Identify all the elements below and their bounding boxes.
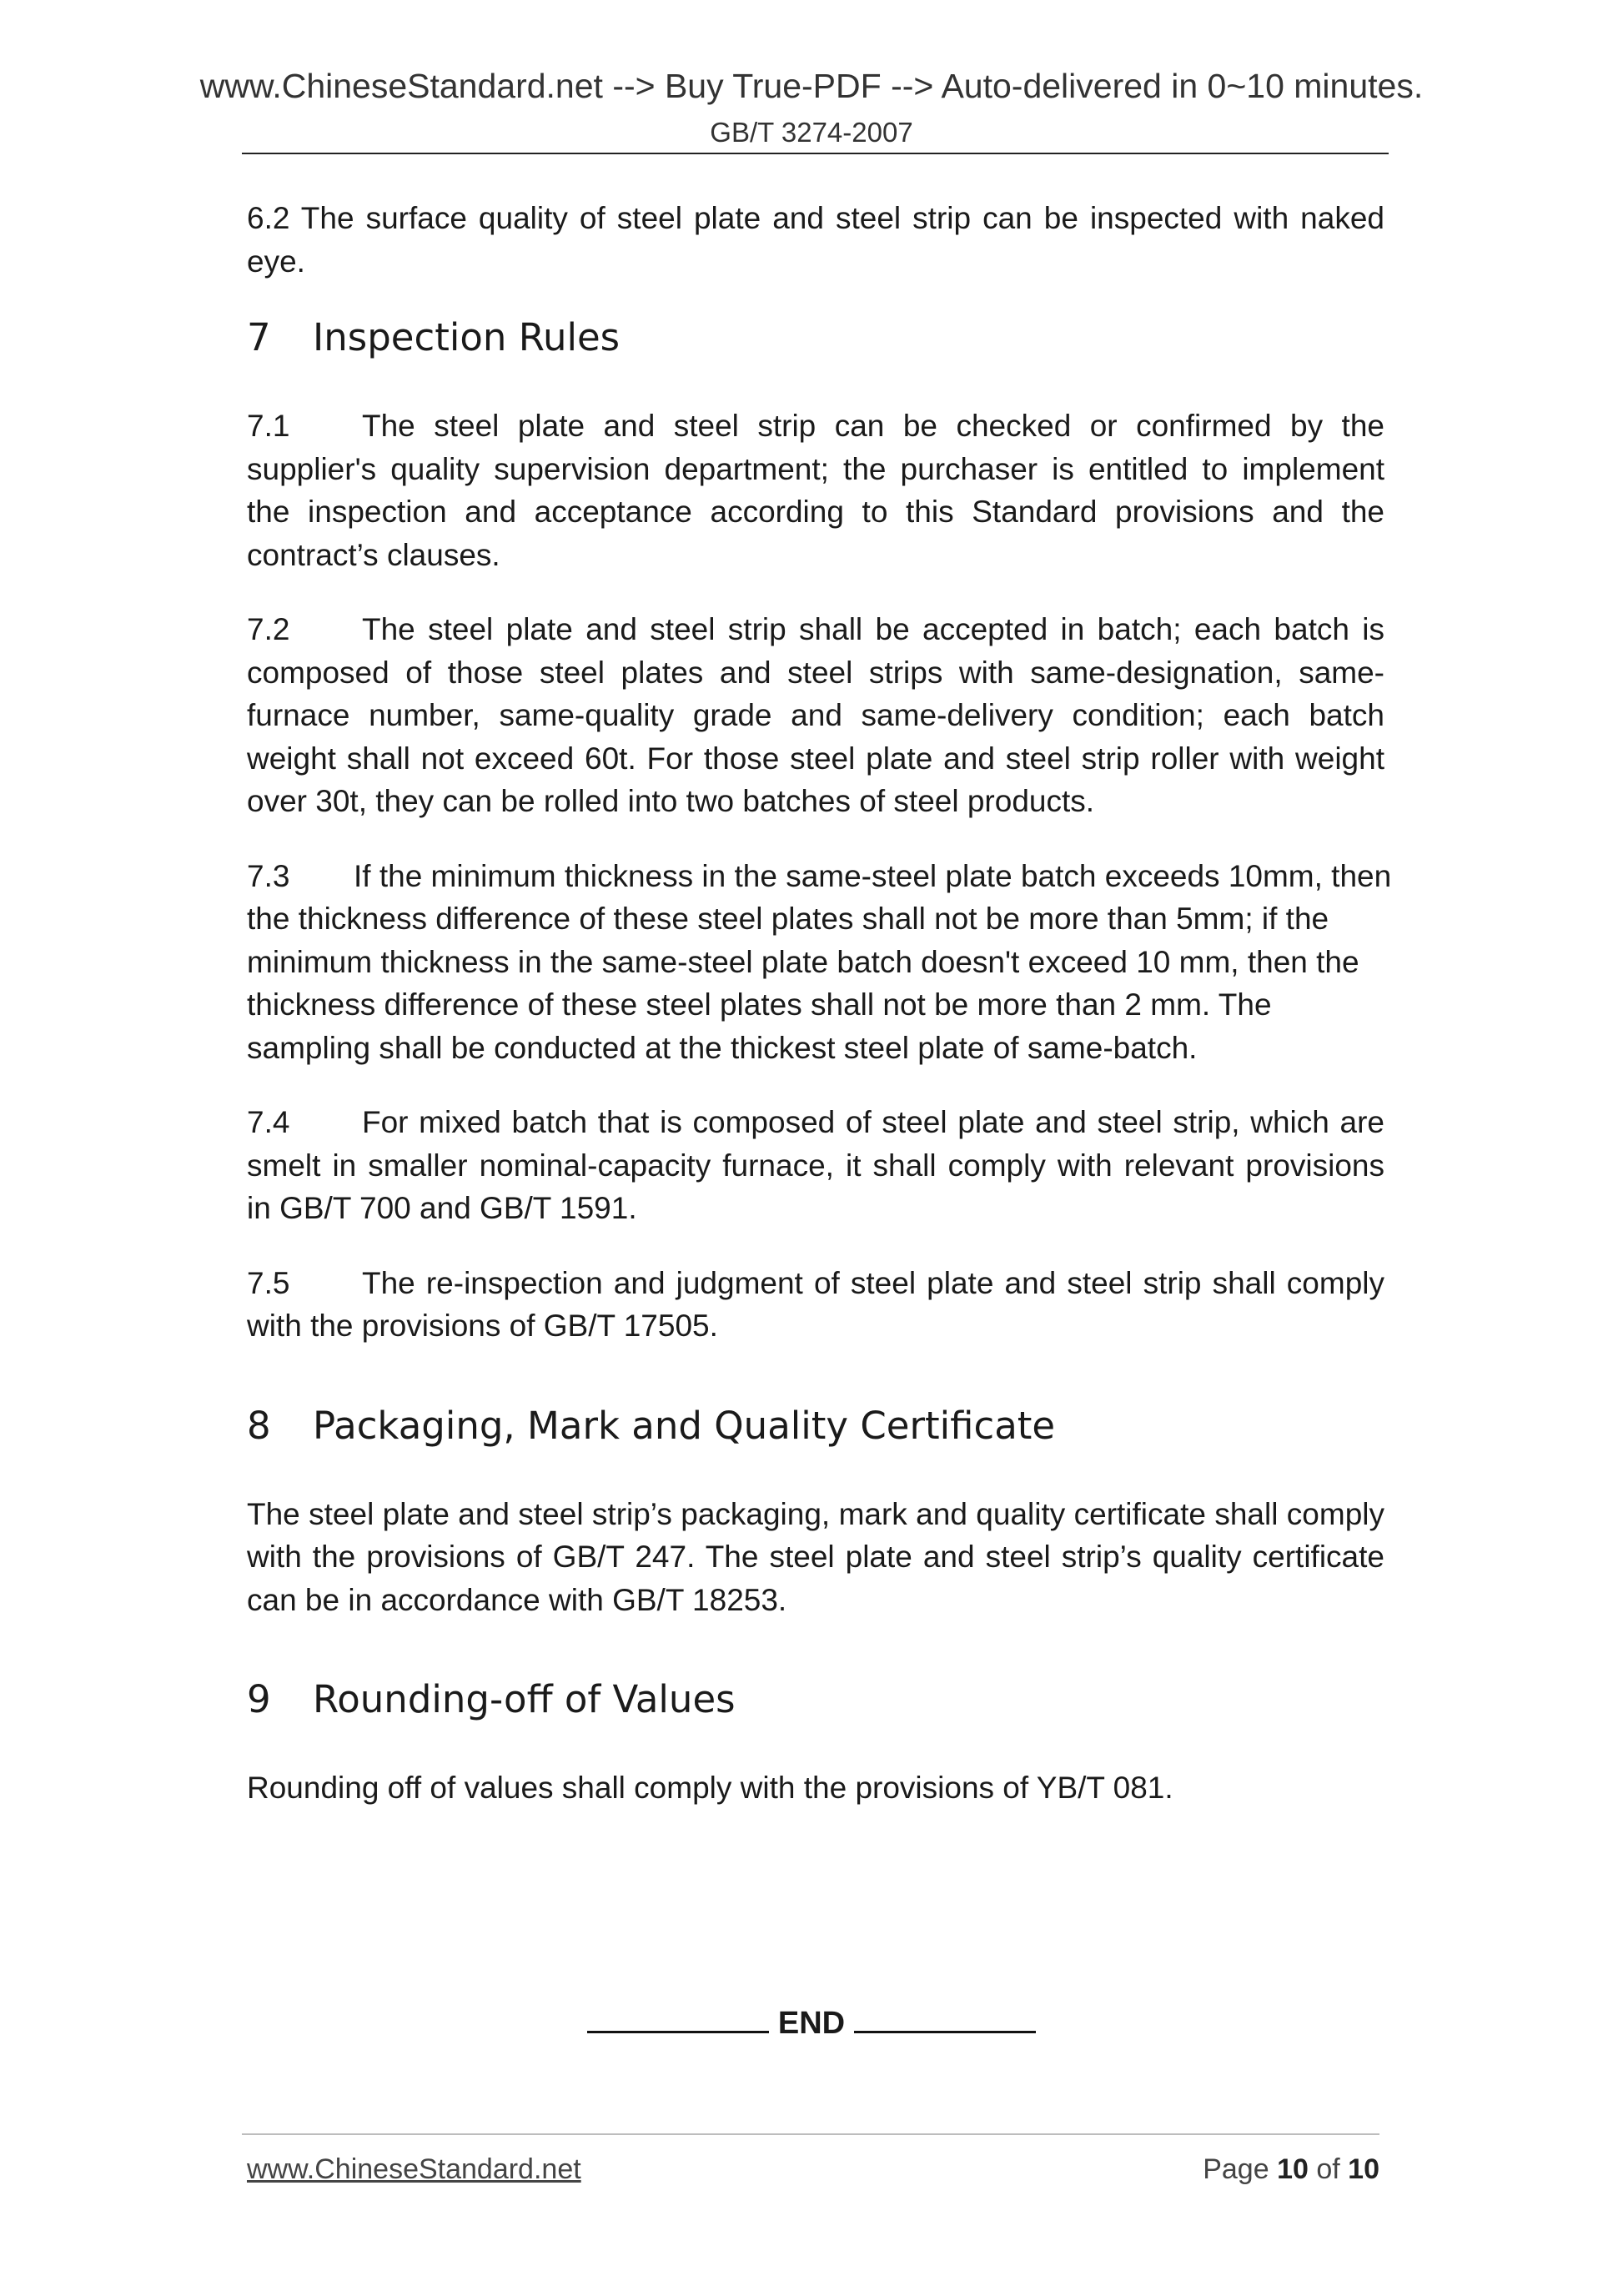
section-7-number: 7	[247, 315, 271, 359]
document-body	[247, 197, 1392, 1841]
clause-7-4-text: For mixed batch that is composed of steel plate and steel strip, which are smelt in smaller nominal-capacity furnace, it shall comply with relevant provisions in GB/T 700 and GB/T 1591.	[247, 1105, 1384, 1225]
page-total: 10	[1348, 2153, 1379, 2185]
section-8-heading	[247, 1403, 1384, 1449]
footer-divider	[242, 2133, 1379, 2135]
section-9-heading	[247, 1676, 1384, 1723]
section-8-title: Packaging, Mark and Quality Certificate	[313, 1403, 1056, 1448]
clause-7-3-text: If the minimum thickness in the same-steel plate batch exceeds 10mm, then the thickness difference of these steel plates shall not be more than 5mm; if the minimum thickness in the same-steel plate batch doesn't exceed 10 mm, then the thickness difference of these steel plates shall not be more than 2 mm. The sampling shall be conducted at the thickest steel plate of same-batch.	[247, 858, 1392, 1065]
footer-page-number	[1203, 2153, 1379, 2186]
end-left-rule	[587, 2026, 769, 2033]
end-label: END	[777, 2006, 846, 2041]
clause-7-5	[247, 1262, 1384, 1348]
clause-7-2-text: The steel plate and steel strip shall be accepted in batch; each batch is composed of those steel plates and steel strips with same-designation, same-furnace number, same-quality grade and same-delivery condition; each batch weight shall not exceed 60t. For those steel plate and steel strip roller with weight over 30t, they can be rolled into two batches of steel products.	[247, 612, 1384, 818]
clause-7-2	[247, 608, 1384, 823]
header-doc-code: GB/T 3274-2007	[710, 117, 913, 148]
clause-7-2-number: 7.2	[247, 612, 290, 646]
clause-7-5-number: 7.5	[247, 1265, 290, 1300]
clause-7-3	[247, 855, 1394, 1070]
clause-7-3-number: 7.3	[247, 858, 290, 893]
section-9-title: Rounding-off of Values	[313, 1677, 736, 1721]
clause-6-2: 6.2 The surface quality of steel plate and steel strip can be inspected with naked eye.	[247, 201, 1384, 279]
section-8-number: 8	[247, 1403, 271, 1448]
clause-7-1-number: 7.1	[247, 409, 290, 443]
clause-7-1	[247, 404, 1384, 576]
end-right-rule	[854, 2026, 1036, 2033]
of-label: of	[1316, 2153, 1340, 2185]
clause-8: The steel plate and steel strip’s packaging, mark and quality certificate shall comply with the provisions of GB/T 247. The steel plate and steel strip’s quality certificate can be in accordance with GB/T 18253.	[247, 1496, 1384, 1617]
section-7-heading	[247, 314, 1384, 361]
clause-7-5-text: The re-inspection and judgment of steel plate and steel strip shall comply with the provisions of GB/T 17505.	[247, 1265, 1384, 1343]
clause-7-1-text: The steel plate and steel strip can be checked or confirmed by the supplier's quality supervision department; the purchaser is entitled to implement the inspection and acceptance according to this Standard provisions and the contract’s clauses.	[247, 409, 1384, 572]
end-marker	[0, 2006, 1623, 2042]
clause-9: Rounding off of values shall comply with the provisions of YB/T 081.	[247, 1771, 1173, 1805]
section-9-number: 9	[247, 1677, 271, 1721]
clause-7-4-number: 7.4	[247, 1105, 290, 1139]
header-banner: www.ChineseStandard.net --> Buy True-PDF --> Auto-delivered in 0~10 minutes.	[199, 67, 1424, 105]
page-label: Page	[1203, 2153, 1269, 2185]
footer-site-link[interactable]: www.ChineseStandard.net	[247, 2153, 581, 2185]
page-current: 10	[1277, 2153, 1309, 2185]
clause-7-4	[247, 1101, 1384, 1230]
header-divider	[242, 153, 1389, 154]
section-7-title: Inspection Rules	[313, 315, 621, 359]
